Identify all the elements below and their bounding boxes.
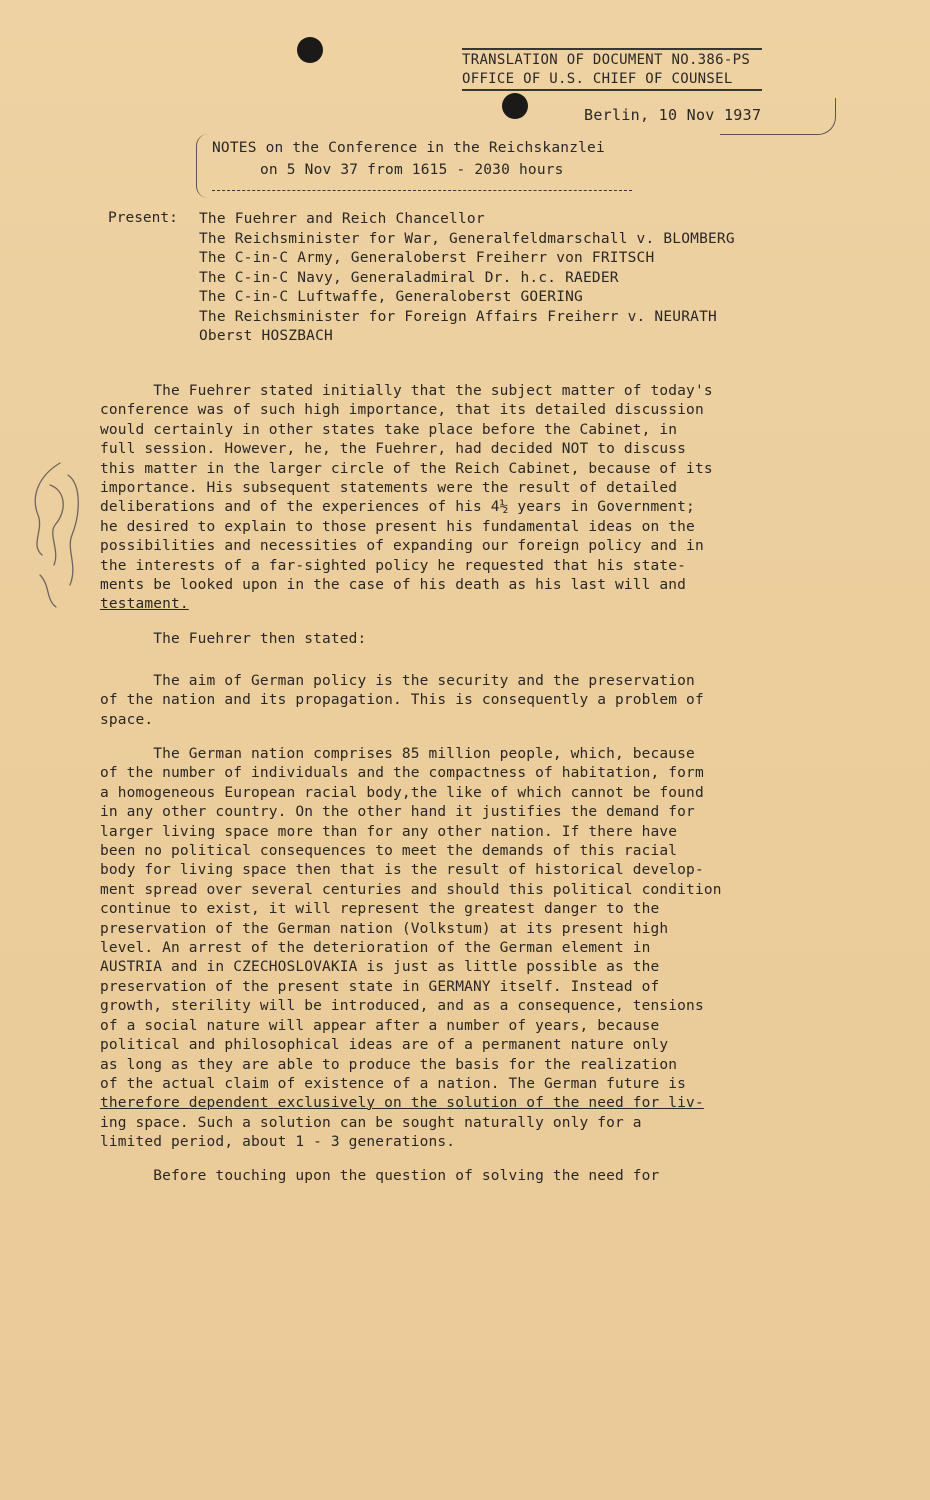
present-label: Present: — [108, 210, 178, 226]
text-line: would certainly in other states take place before the Cabinet, in — [100, 421, 678, 438]
text-line: ing space. Such a solution can be sought naturally only for a — [100, 1114, 642, 1131]
header-line-2: OFFICE OF U.S. CHIEF OF COUNSEL — [462, 70, 762, 91]
translation-header — [462, 48, 762, 91]
text-line: of the number of individuals and the compactness of habitation, form — [100, 765, 704, 782]
text-line: of a social nature will appear after a number of years, because — [100, 1017, 660, 1034]
text-line: preservation of the present state in GERMANY itself. Instead of — [100, 978, 660, 995]
notes-title-line-1: NOTES on the Conference in the Reichskanzlei — [212, 140, 605, 156]
text-line: continue to exist, it will represent the greatest danger to the — [100, 901, 660, 918]
text-line: full session. However, he, the Fuehrer, had decided NOT to discuss — [100, 441, 687, 458]
text-line: growth, sterility will be introduced, and as a consequence, tensions — [100, 998, 704, 1015]
text-line: of the actual claim of existence of a nation. The German future is — [100, 1075, 687, 1092]
notes-divider — [212, 190, 632, 191]
present-list — [199, 210, 735, 347]
notes-bracket-mark — [196, 134, 213, 198]
text-line: he desired to explain to those present his fundamental ideas on the — [100, 518, 695, 535]
text-line: space. — [100, 711, 154, 728]
handwritten-margin-annotation — [20, 455, 90, 615]
text-line: larger living space more than for any other nation. If there have — [100, 823, 678, 840]
attendee: The Fuehrer and Reich Chancellor — [199, 211, 485, 227]
text-line: been no political consequences to meet the demands of this racial — [100, 843, 678, 860]
paragraph-fuehrer-stated — [100, 630, 770, 649]
text-line: Before touching upon the question of solving the need for — [100, 1168, 660, 1184]
paragraph-intro — [100, 382, 770, 615]
text-line: as long as they are able to produce the basis for the realization — [100, 1056, 678, 1073]
text-line: this matter in the larger circle of the Reich Cabinet, because of its — [100, 460, 713, 477]
text-line: preservation of the German nation (Volkstum) at its present high — [100, 920, 669, 937]
attendee: Oberst HOSZBACH — [199, 328, 333, 344]
paragraph-before-touching — [100, 1167, 770, 1186]
text-line: ment spread over several centuries and should this political condition — [100, 881, 722, 898]
text-line: level. An arrest of the deterioration of the German element in — [100, 940, 651, 957]
text-line: therefore dependent exclusively on the solution of the need for liv- — [100, 1095, 704, 1112]
text-line: of the nation and its propagation. This is consequently a problem of — [100, 692, 704, 709]
text-line: in any other country. On the other hand it justifies the demand for — [100, 804, 695, 821]
text-line: deliberations and of the experiences of his 4½ years in Government; — [100, 499, 695, 516]
attendee: The C-in-C Army, Generaloberst Freiherr von FRITSCH — [199, 250, 655, 266]
text-line: ments be looked upon in the case of his death as his last will and — [100, 577, 687, 594]
text-line: AUSTRIA and in CZECHOSLOVAKIA is just as little possible as the — [100, 959, 660, 976]
text-line: limited period, about 1 - 3 generations. — [100, 1134, 456, 1151]
attendee: The C-in-C Navy, Generaladmiral Dr. h.c. RAEDER — [199, 269, 619, 286]
punch-hole — [297, 37, 323, 63]
text-line: The Fuehrer then stated: — [100, 631, 367, 647]
text-line: body for living space then that is the result of historical develop- — [100, 862, 704, 879]
text-line: testament. — [100, 596, 189, 613]
text-line: a homogeneous European racial body,the like of which cannot be found — [100, 784, 704, 801]
attendee: The Reichsminister for Foreign Affairs Freiherr v. NEURATH — [199, 308, 717, 325]
attendee: The Reichsminister for War, Generalfeldmarschall v. BLOMBERG — [199, 230, 735, 247]
text-line: The Fuehrer stated initially that the subject matter of today's — [100, 383, 713, 399]
document-date: Berlin, 10 Nov 1937 — [584, 106, 762, 124]
text-line: The aim of German policy is the security and the preservation — [100, 673, 695, 689]
notes-title — [212, 137, 605, 181]
header-line-1: TRANSLATION OF DOCUMENT NO.386-PS — [462, 48, 762, 70]
text-line: The German nation comprises 85 million people, which, because — [100, 746, 695, 762]
punch-hole — [502, 93, 528, 119]
text-line: political and philosophical ideas are of a permanent nature only — [100, 1037, 669, 1054]
text-line: importance. His subsequent statements were the result of detailed — [100, 480, 678, 497]
text-line: the interests of a far-sighted policy he requested that his state- — [100, 557, 687, 574]
text-line: conference was of such high importance, that its detailed discussion — [100, 402, 704, 419]
attendee: The C-in-C Luftwaffe, Generaloberst GOERING — [199, 289, 583, 305]
text-line: possibilities and necessities of expanding our foreign policy and in — [100, 538, 704, 555]
paragraph-german-nation — [100, 745, 770, 1153]
paragraph-aim — [100, 672, 770, 730]
notes-title-line-2: on 5 Nov 37 from 1615 - 2030 hours — [260, 162, 564, 178]
